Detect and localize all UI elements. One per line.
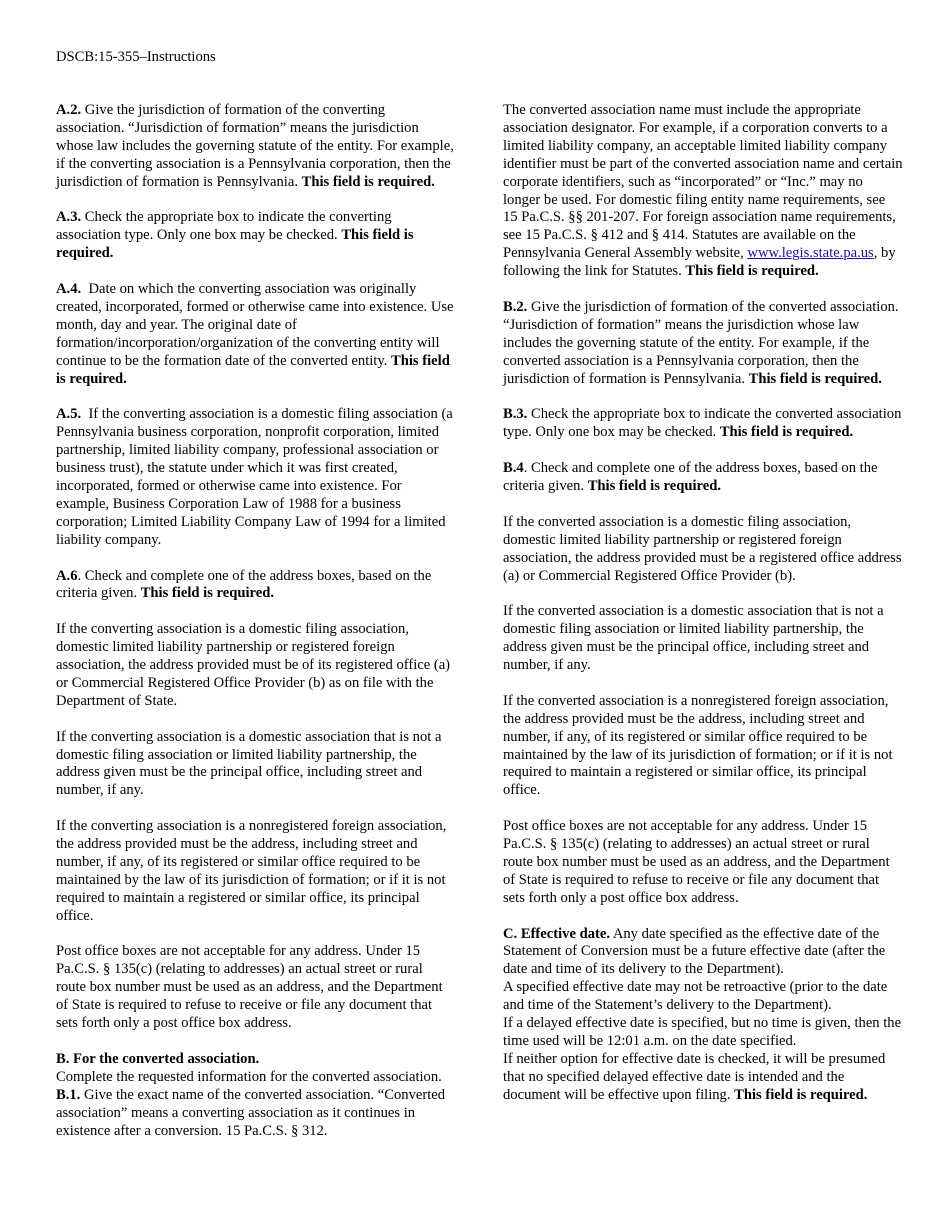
form-id-header: DSCB:15-355–Instructions xyxy=(56,49,216,65)
b4-domestic-association-paragraph: If the converted association is a domestic association that is not a domestic filing association or limited liability partnership, the address given must be the principal office, including street and number, if any. xyxy=(503,603,884,674)
a6-post-office-paragraph: Post office boxes are not acceptable for any address. Under 15 Pa.C.S. § 135(c) (relating to addresses) an actual street or rural route box number must be used as an address, and the Department of State is required to refuse to receive or file any document that sets forth only a post office box address. xyxy=(56,943,443,1032)
section-b1: B.1. Give the exact name of the converted association. “Converted association” means a converting association as it continues in existence after a conversion. 15 Pa.C.S. § 312. xyxy=(56,1086,446,1139)
label-c: C. Effective date. xyxy=(503,925,610,942)
required-note: This field is required. xyxy=(56,227,414,262)
b4-domestic-filing-paragraph: If the converted association is a domestic filing association, domestic limited liability partnership or registered foreign association, the address provided must be a registered office address (a) or Commercial Registered Office Provider (b). xyxy=(503,513,902,584)
right-column xyxy=(503,102,903,1105)
section-b2: B.2. Give the jurisdiction of formation of the converted association. “Jurisdiction of formation” means the jurisdiction whose law includes the governing statute of the entity. For example, if the converted association is a Pennsylvania corporation, then the jurisdiction of formation is Pennsylvania. This field is required. xyxy=(503,298,899,387)
label-b4: B.4 xyxy=(503,460,524,477)
required-note: This field is required. xyxy=(140,585,274,602)
section-b-heading: B. For the converted association. xyxy=(56,1050,260,1067)
section-b-intro: Complete the requested information for the converted association. xyxy=(56,1068,442,1085)
section-a4: A.4. Date on which the converting association was originally created, incorporated, formed or otherwise came into existence. Use month, day and year. The original date of formation/incorporation/organization of the converting entity will continue to be the formation date of the converted entity. This field is required. xyxy=(56,281,454,387)
b1-name-requirements: The converted association name must include the appropriate association designator. For example, if a corporation converts to a limited liability company, an acceptable limited liability company identifier must be part of the converted association name and certain corporate identifiers, such as “incorporated” or “Inc.” may no longer be used. For domestic filing entity name requirements, see 15 Pa.C.S. §§ 201-207. For foreign association name requirements, see 15 Pa.C.S. § 412 and § 414. Statutes are available on the Pennsylvania General Assembly website, www.legis.state.pa.us, by following the link for Statutes. This field is required. xyxy=(503,102,903,280)
label-a5: A.5. xyxy=(56,406,82,423)
a6-domestic-filing-paragraph: If the converting association is a domestic filing association, domestic limited liability partnership or registered foreign association, the address provided must be of its registered office (a) or Commercial Registered Office Provider (b) as on file with the Department of State. xyxy=(56,621,451,709)
section-a5: A.5. If the converting association is a domestic filing association (a Pennsylvania business corporation, nonprofit corporation, limited partnership, limited liability company, professional association or business trust), the statute under which it was first created, incorporated, formed or otherwise came into existence. For example, Business Corporation Law of 1988 for a business corporation; Limited Liability Company Law of 1994 for a limited liability company. xyxy=(56,406,453,548)
left-column xyxy=(56,102,456,1158)
required-note: This field is required. xyxy=(56,352,450,387)
required-note: This field is required. xyxy=(719,424,854,441)
required-note: This field is required. xyxy=(685,263,819,280)
label-a4: A.4. xyxy=(56,281,82,298)
required-note: This field is required. xyxy=(748,370,882,387)
section-a6: A.6. Check and complete one of the address boxes, based on the criteria given. This field is required. xyxy=(56,567,432,602)
label-b3: B.3. xyxy=(503,406,528,423)
b4-post-office-paragraph: Post office boxes are not acceptable for any address. Under 15 Pa.C.S. § 135(c) (relating to addresses) an actual street or rural route box number must be used as an address, and the Department of State is required to refuse to receive or file any document that sets forth only a post office box address. xyxy=(503,818,890,906)
section-b3: B.3. Check the appropriate box to indicate the converted association type. Only one box may be checked. This field is required. xyxy=(503,406,902,441)
required-note: This field is required. xyxy=(301,173,435,190)
b4-nonregistered-foreign-paragraph: If the converted association is a nonregistered foreign association, the address provided must be the address, including street and number, if any, of its registered or similar office required to be maintained by the law of its jurisdiction of formation; or if it is not required to maintain a registered or similar office, its principal office. xyxy=(503,692,893,799)
required-note: This field is required. xyxy=(587,477,721,494)
section-c-effective-date: C. Effective date. Any date specified as the effective date of the Statement of Conversion must be a future effective date (after the date and time of its delivery to the Department). A specified effective date may not be retroactive (prior to the date and time of the Statement’s delivery to the Department). If a delayed effective date is specified, but no time is given, then the time used will be 12:01 a.m. on the date specified. If neither option for effective date is checked, it will be presumed that no specified delayed effective date is intended and the document will be effective upon filing. This field is required. xyxy=(503,925,902,1103)
section-a3: A.3. Check the appropriate box to indicate the converting association type. Only one box may be checked. This field is required. xyxy=(56,209,414,262)
section-b4: B.4. Check and complete one of the address boxes, based on the criteria given. This field is required. xyxy=(503,460,878,494)
label-a2: A.2. xyxy=(56,102,82,118)
legis-website-link[interactable]: www.legis.state.pa.us xyxy=(747,245,874,262)
section-a2: A.2. Give the jurisdiction of formation of the converting association. “Jurisdiction of formation” means the jurisdiction whose law includes the governing statute of the entity. For example, if the converting association is a Pennsylvania corporation, then the jurisdiction of formation is Pennsylvania. This field is required. xyxy=(56,102,454,190)
required-note: This field is required. xyxy=(734,1086,868,1103)
label-b1: B.1. xyxy=(56,1086,81,1103)
a6-nonregistered-foreign-paragraph: If the converting association is a nonregistered foreign association, the address provided must be the address, including street and number, if any, of its registered or similar office required to be maintained by the law of its jurisdiction of formation; or if it is not required to maintain a registered or similar office, its principal office. xyxy=(56,818,447,924)
label-b2: B.2. xyxy=(503,298,528,315)
label-a3: A.3. xyxy=(56,209,82,226)
a6-domestic-association-paragraph: If the converting association is a domestic association that is not a domestic filing association or limited liability partnership, the address given must be the principal office, including street and number, if any. xyxy=(56,728,442,799)
label-a6: A.6 xyxy=(56,567,78,584)
